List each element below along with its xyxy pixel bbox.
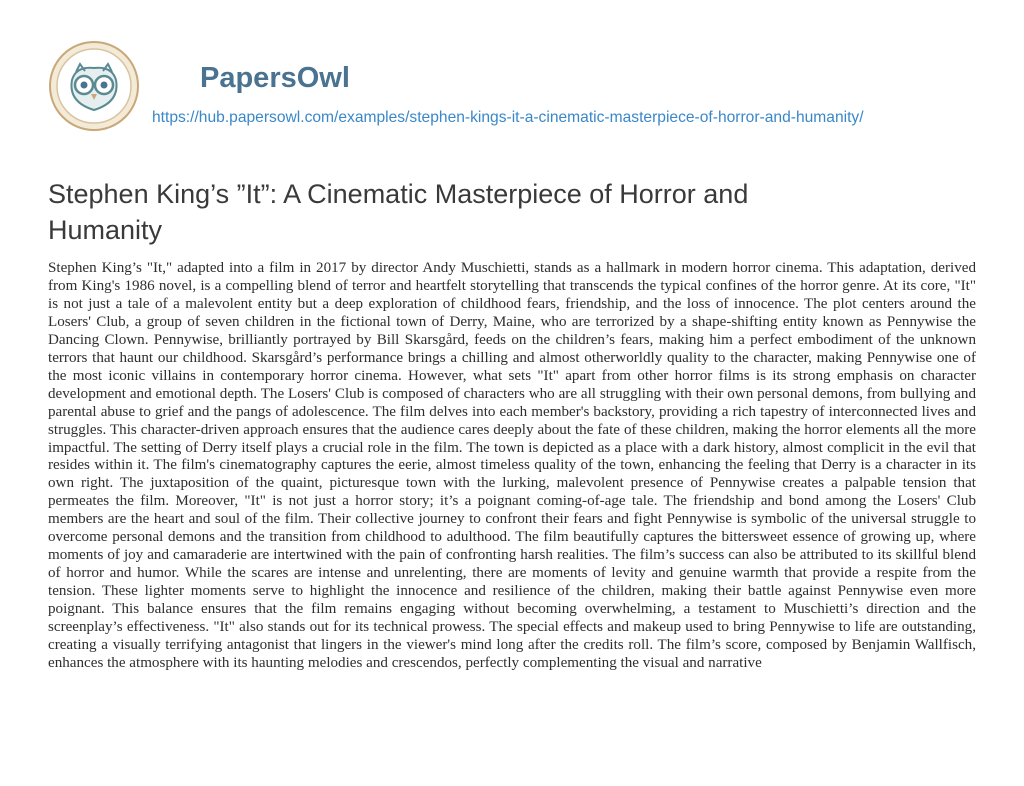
article-body: Stephen King’s "It," adapted into a film in 2017 by director Andy Muschietti, stands as a hallmark in modern horror cinema. This adaptation, derived from King's 1986 novel, is a compelling blend of terror and heartfelt storytelling that transcends the typical confines of the horror genre. At its core, "It" is not just a tale of a malevolent entity but a deep exploration of childhood fears, friendship, and the loss of innocence. The plot centers around the Losers' Club, a group of seven children in the fictional town of Derry, Maine, who are terrorized by a shape-shifting entity known as Pennywise the Dancing Clown. Pennywise, brilliantly portrayed by Bill Skarsgård, feeds on the children’s fears, making him a perfect embodiment of the unknown terrors that haunt our childhood. Skarsgård’s performance brings a chilling and almost otherworldly quality to the character, making Pennywise one of the most iconic villains in contemporary horror cinema. However, what sets "It" apart from other horror films is its strong emphasis on character development and emotional depth. The Losers' Club is composed of characters who are all struggling with their own personal demons, from bullying and parental abuse to grief and the pangs of adolescence. The film delves into each member's backstory, providing a rich tapestry of interconnected lives and struggles. This character-driven approach ensures that the audience cares deeply about the fate of these children, making the horror elements all the more impactful. The setting of Derry itself plays a crucial role in the film. The town is depicted as a place with a dark history, almost complicit in the evil that resides within it. The film's cinematography captures the eerie, almost timeless quality of the town, enhancing the feeling that Derry is a character in its own right. The juxtaposition of the quaint, picturesque town with the lurking, malevolent presence of Pennywise creates a palpable tension that permeates the film. Moreover, "It" is not just a horror story; it’s a poignant coming-of-age tale. The friendship and bond among the Losers' Club members are the heart and soul of the film. Their collective journey to confront their fears and fight Pennywise is symbolic of the universal struggle to overcome personal demons and the transition from childhood to adulthood. The film beautifully captures the bittersweet essence of growing up, where moments of joy and camaraderie are intertwined with the pain of confronting harsh realities. The film’s success can also be attributed to its skillful blend of horror and humor. While the scares are intense and unrelenting, there are moments of levity and genuine warmth that provide a respite from the tension. These lighter moments serve to highlight the innocence and resilience of the children, making their battle against Pennywise even more poignant. This balance ensures that the film remains engaging without becoming overwhelming, a testament to Muschietti’s direction and the screenplay’s effectiveness. "It" also stands out for its technical prowess. The special effects and makeup used to bring Pennywise to life are outstanding, creating a visually terrifying antagonist that lingers in the viewer's mind long after the credits roll. The film’s score, composed by Benjamin Wallfisch, enhances the atmosphere with its haunting melodies and crescendos, perfectly complementing the visual and narrative (48, 260, 976, 671)
site-header (48, 32, 988, 154)
article-title: Stephen King’s ”It”: A Cinematic Masterpiece of Horror and Humanity (48, 179, 749, 245)
source-url-link[interactable]: https://hub.papersowl.com/examples/stephen-kings-it-a-cinematic-masterpiece-of-horror-and-humanity/ (152, 109, 864, 126)
brand-name[interactable]: PapersOwl (200, 62, 350, 94)
owl-logo-icon (48, 40, 140, 132)
bottom-fade-overlay (0, 708, 1024, 786)
